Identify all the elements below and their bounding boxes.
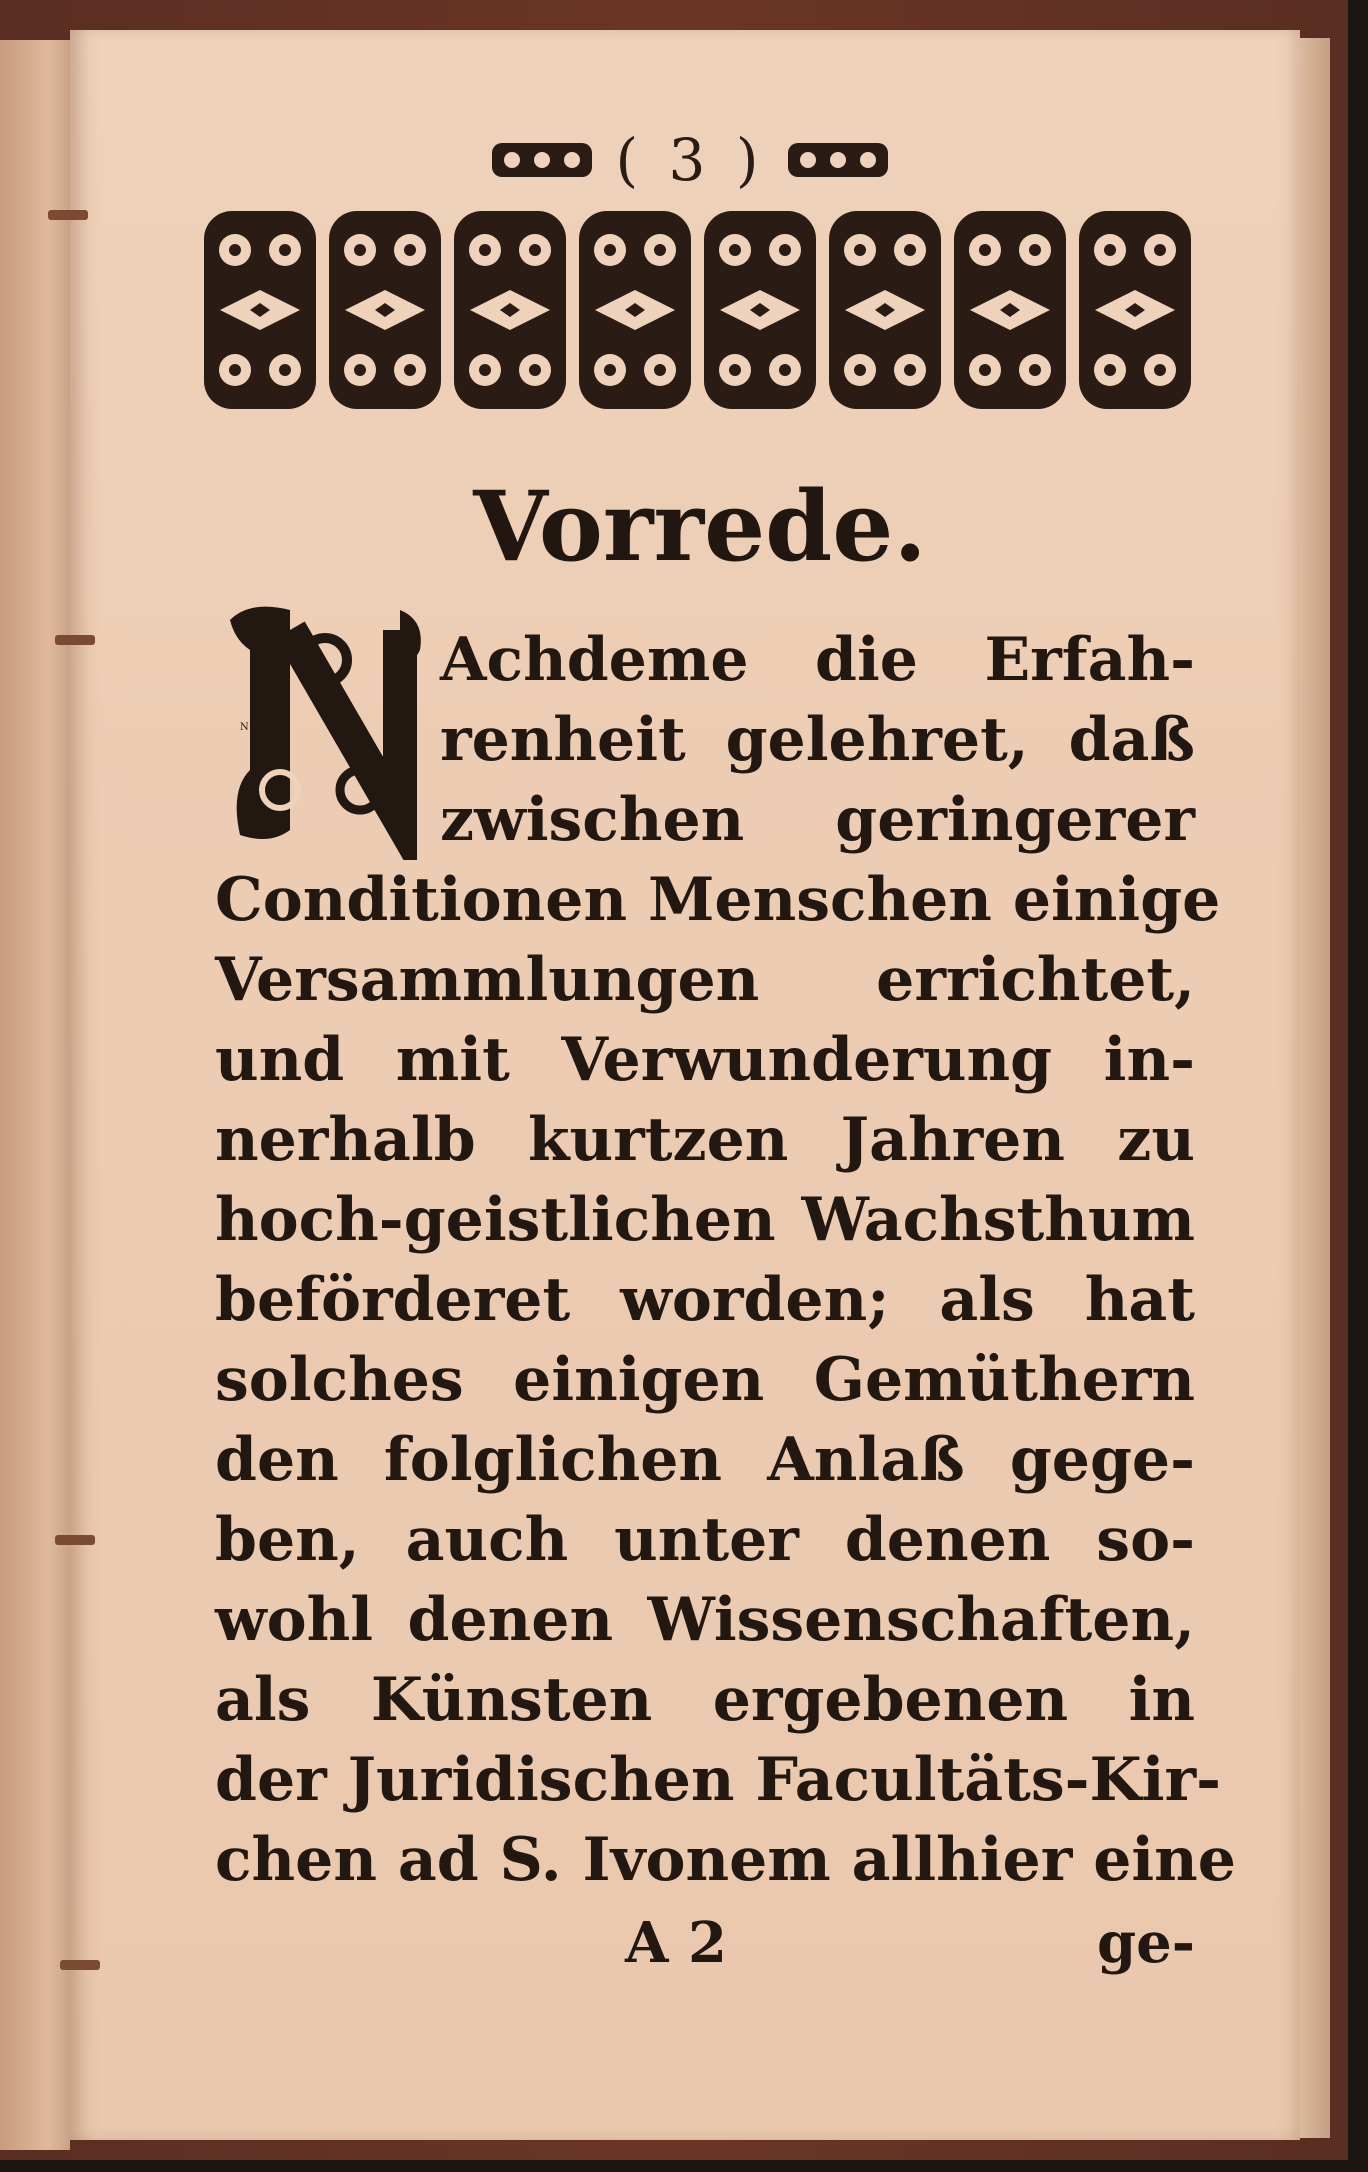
text-line-5: Versammlungen errichtet, bbox=[215, 945, 1195, 1015]
signature-mark: A 2 bbox=[625, 1910, 727, 1976]
text-line-1: Achdeme die Erfah- bbox=[440, 625, 1195, 695]
text-line-6: und mit Verwunderung in- bbox=[215, 1025, 1195, 1095]
text-line-16: chen ad S. Ivonem allhier eine bbox=[215, 1825, 1236, 1895]
binding-thread-mark bbox=[55, 1535, 95, 1545]
left-page-edge bbox=[0, 40, 70, 2150]
text-line-9: beförderet worden; als hat bbox=[215, 1265, 1195, 1335]
text-line-14: als Künsten ergebenen in bbox=[215, 1665, 1195, 1735]
text-line-12: ben, auch unter denen so- bbox=[215, 1505, 1195, 1575]
text-line-10: solches einigen Gemüthern bbox=[215, 1345, 1195, 1415]
text-line-8: hoch-geistlichen Wachsthum bbox=[215, 1185, 1195, 1255]
binding-thread-mark bbox=[60, 1960, 100, 1970]
text-line-13: wohl denen Wissenschaften, bbox=[215, 1585, 1195, 1655]
text-line-15: der Juridischen Facultäts-Kir- bbox=[215, 1745, 1221, 1815]
page-footer bbox=[215, 1910, 1195, 1990]
chapter-title: Vorrede. bbox=[473, 470, 927, 583]
page-header bbox=[470, 120, 910, 200]
page-number: ( 3 ) bbox=[615, 126, 765, 194]
binding-thread-mark bbox=[55, 635, 95, 645]
decorated-initial-n bbox=[210, 590, 435, 860]
text-line-4: Conditionen Menschen einige bbox=[215, 865, 1221, 935]
decorative-ornament-band bbox=[200, 205, 1200, 415]
svg-text:N: N bbox=[240, 722, 249, 733]
header-ornament-right bbox=[783, 135, 893, 185]
text-line-3: zwischen geringerer bbox=[440, 785, 1195, 855]
binding-thread-mark bbox=[48, 210, 88, 220]
text-line-7: nerhalb kurtzen Jahren zu bbox=[215, 1105, 1195, 1175]
text-line-2: renheit gelehret, daß bbox=[440, 705, 1195, 775]
text-line-11: den folglichen Anlaß gege- bbox=[215, 1425, 1195, 1495]
catchword: ge- bbox=[1096, 1910, 1195, 1976]
header-ornament-left bbox=[487, 135, 597, 185]
